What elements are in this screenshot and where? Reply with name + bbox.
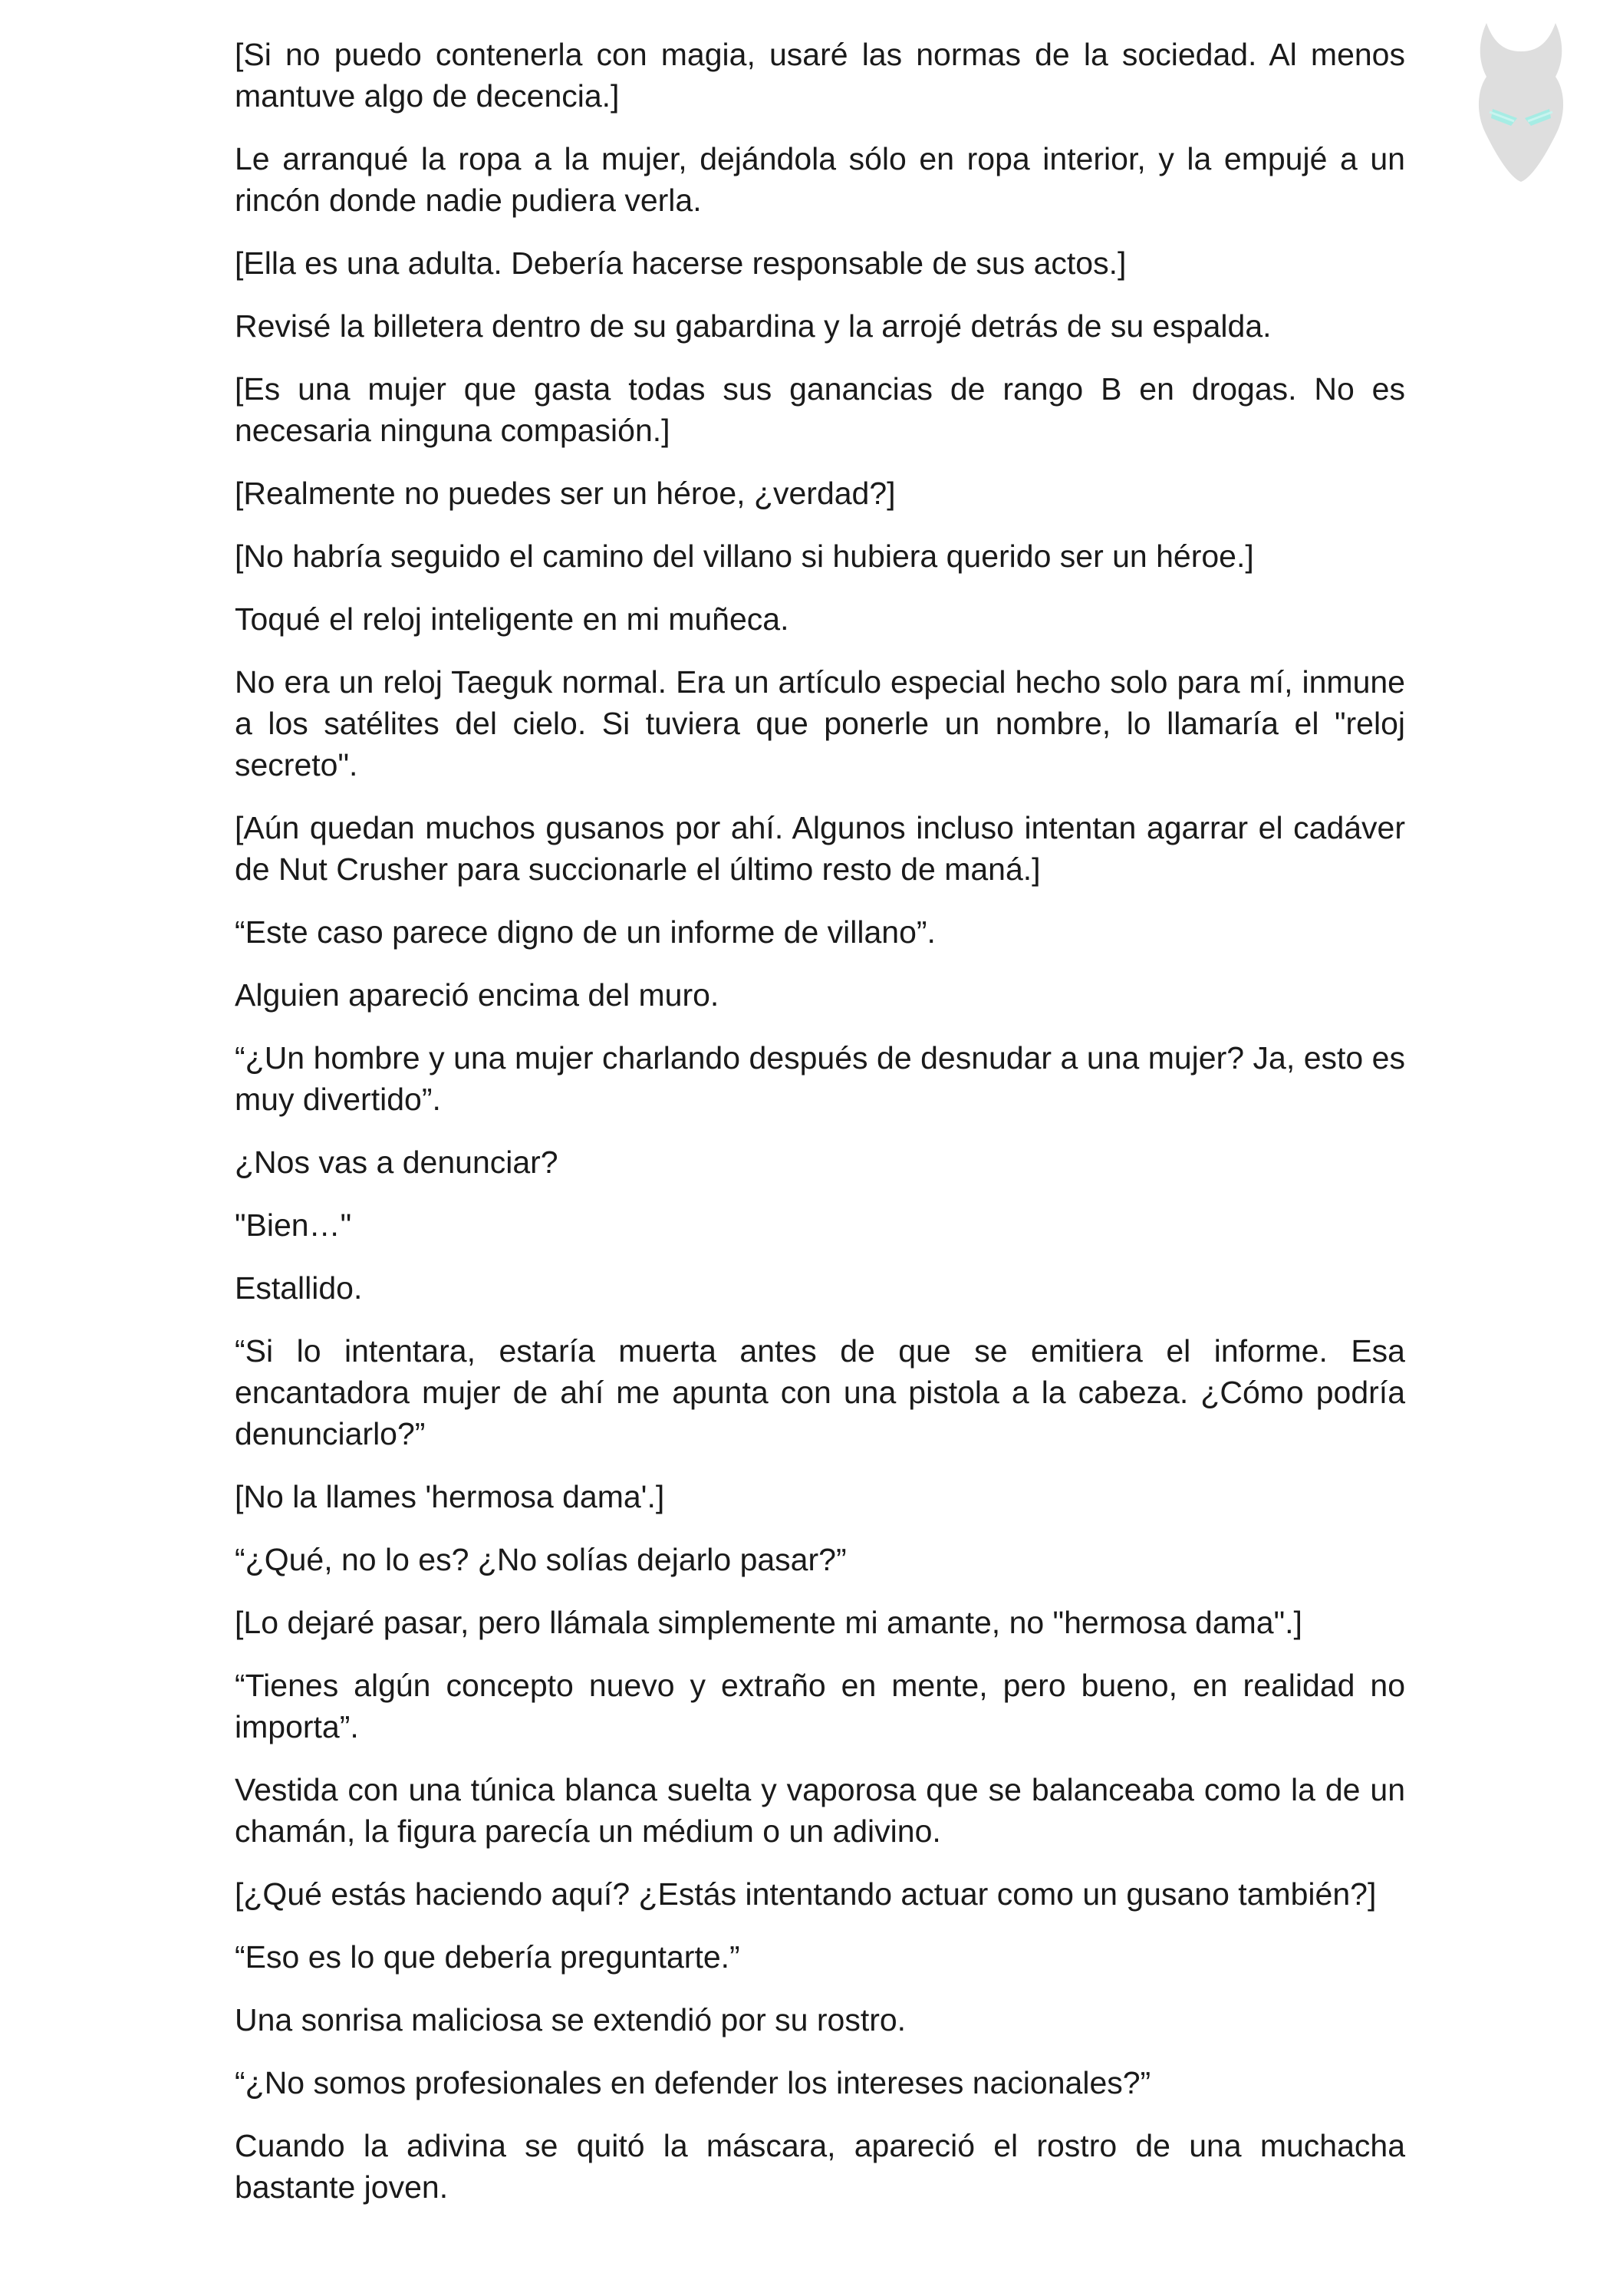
paragraph: Cuando la adivina se quitó la máscara, apareció el rostro de una muchacha bastante joven. [235, 2128, 1405, 2205]
paragraph: "Bien…" [235, 1207, 352, 1243]
paragraph: “Eso es lo que debería preguntarte.” [235, 1939, 740, 1975]
paragraph: “Tienes algún concepto nuevo y extraño en mente, pero bueno, en realidad no importa”. [235, 1668, 1405, 1744]
paragraph: Vestida con una túnica blanca suelta y vaporosa que se balanceaba como la de un chamán, la figura parecía un médium o un adivino. [235, 1772, 1405, 1849]
paragraph: [Lo dejaré pasar, pero llámala simplemente mi amante, no "hermosa dama".] [235, 1605, 1302, 1640]
paragraph: Revisé la billetera dentro de su gabardina y la arrojé detrás de su espalda. [235, 308, 1272, 344]
paragraph: “Si lo intentara, estaría muerta antes de que se emitiera el informe. Esa encantadora mujer de ahí me apunta con una pistola a la cabeza. ¿Cómo podría denunciarlo?” [235, 1333, 1405, 1451]
paragraph: [Ella es una adulta. Debería hacerse responsable de sus actos.] [235, 245, 1127, 281]
paragraph: [Aún quedan muchos gusanos por ahí. Algunos incluso intentan agarrar el cadáver de Nut Crusher para succionarle el último resto de maná.] [235, 810, 1405, 887]
paragraph: Le arranqué la ropa a la mujer, dejándola sólo en ropa interior, y la empujé a un rincón donde nadie pudiera verla. [235, 141, 1405, 218]
paragraph: “¿Qué, no lo es? ¿No solías dejarlo pasar?” [235, 1542, 847, 1577]
paragraph: [No la llames 'hermosa dama'.] [235, 1479, 665, 1514]
paragraph: “¿Un hombre y una mujer charlando después de desnudar a una mujer? Ja, esto es muy divertido”. [235, 1040, 1405, 1117]
paragraph: ¿Nos vas a denunciar? [235, 1145, 558, 1180]
devil-head-logo-icon [1463, 17, 1579, 186]
paragraph: [¿Qué estás haciendo aquí? ¿Estás intentando actuar como un gusano también?] [235, 1876, 1377, 1912]
paragraph: Alguien apareció encima del muro. [235, 977, 719, 1013]
paragraph: “¿No somos profesionales en defender los intereses nacionales?” [235, 2065, 1151, 2100]
paragraph: Toqué el reloj inteligente en mi muñeca. [235, 601, 789, 637]
paragraph: Una sonrisa maliciosa se extendió por su rostro. [235, 2002, 907, 2037]
paragraph: [Realmente no puedes ser un héroe, ¿verdad?] [235, 476, 896, 511]
paragraph: [Si no puedo contenerla con magia, usaré las normas de la sociedad. Al menos mantuve algo de decencia.] [235, 37, 1405, 114]
paragraph: “Este caso parece digno de un informe de villano”. [235, 914, 936, 950]
paragraph: [No habría seguido el camino del villano si hubiera querido ser un héroe.] [235, 539, 1254, 574]
paragraph: Estallido. [235, 1270, 363, 1306]
text-body [235, 34, 1405, 2229]
paragraph: No era un reloj Taeguk normal. Era un artículo especial hecho solo para mí, inmune a los satélites del cielo. Si tuviera que ponerle un nombre, lo llamaría el "reloj secreto". [235, 664, 1405, 782]
paragraph: [Es una mujer que gasta todas sus ganancias de rango B en drogas. No es necesaria ninguna compasión.] [235, 371, 1405, 448]
